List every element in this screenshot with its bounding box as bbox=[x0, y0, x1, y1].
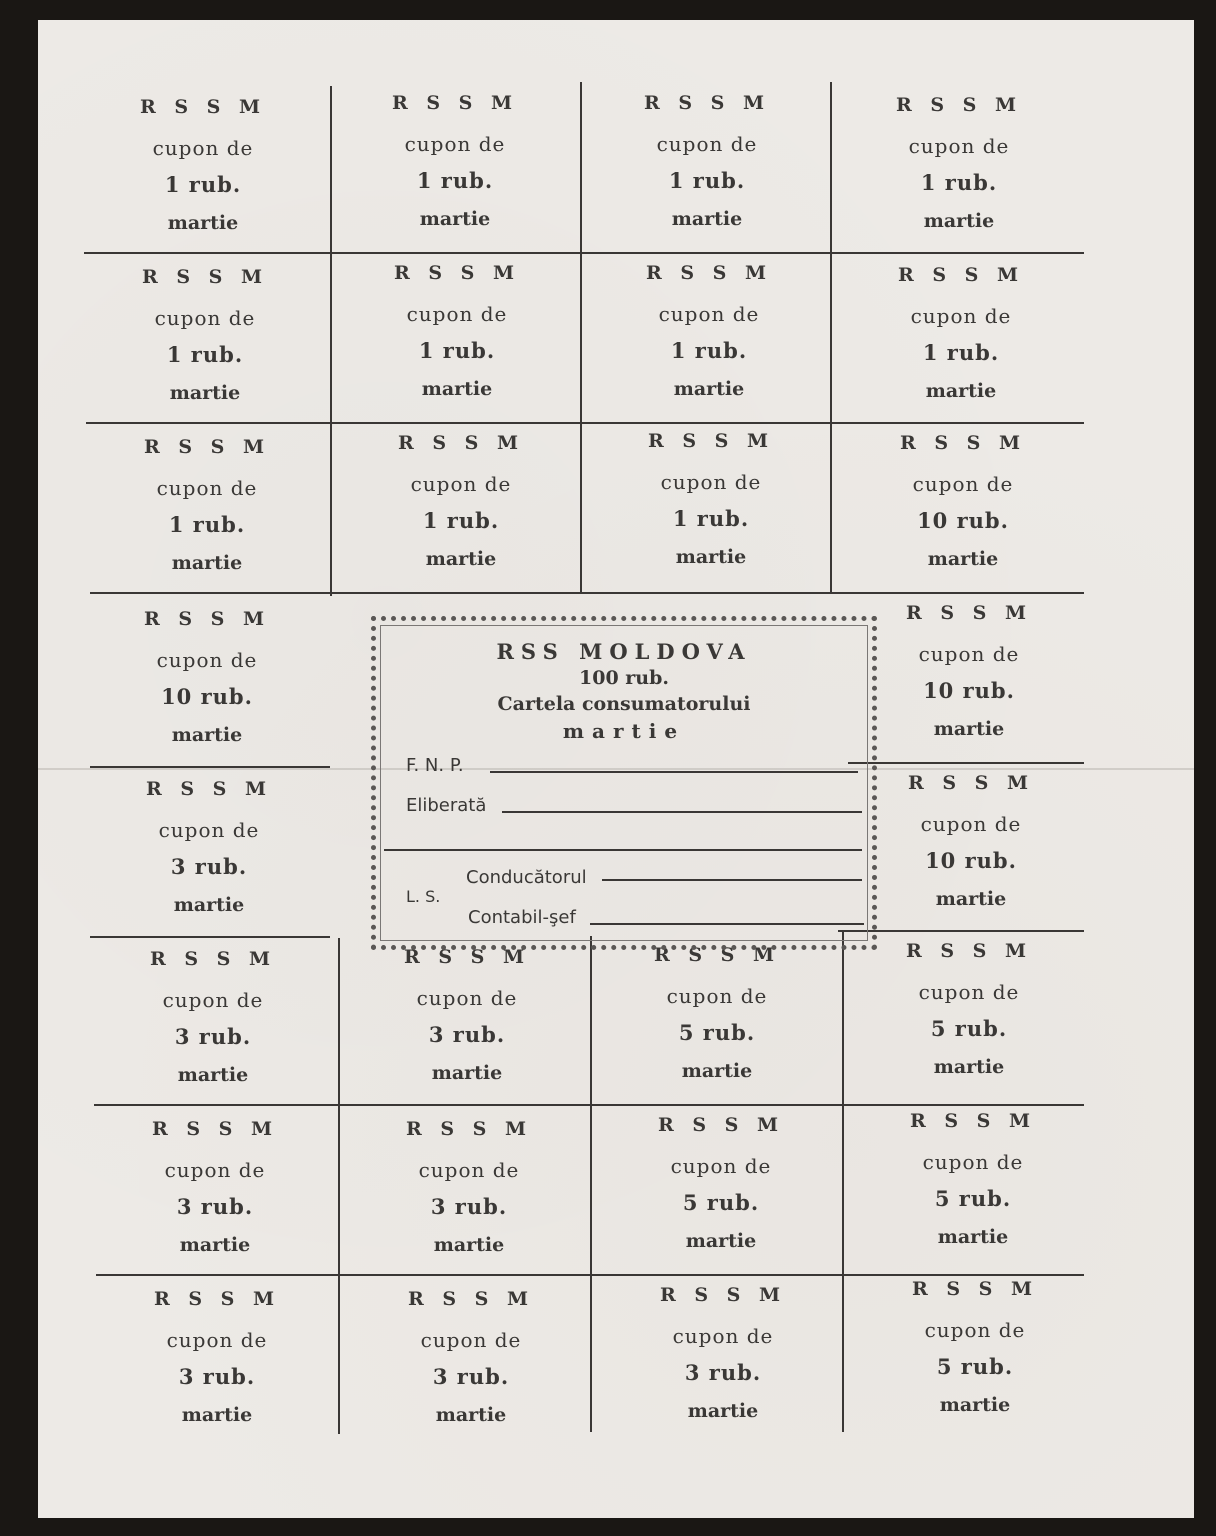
coupon-month: martie bbox=[181, 1404, 253, 1426]
coupon bbox=[586, 420, 836, 588]
coupon-label: cupon de bbox=[656, 132, 758, 156]
coupon-value: 3 rub. bbox=[174, 1024, 252, 1049]
coupon-value: 3 rub. bbox=[684, 1360, 762, 1385]
coupon-issuer: R S S M bbox=[391, 92, 519, 114]
coupon-label: cupon de bbox=[156, 648, 258, 672]
coupon-label: cupon de bbox=[166, 1328, 268, 1352]
coupon-label: cupon de bbox=[406, 302, 508, 326]
coupon-issuer: R S S M bbox=[895, 94, 1023, 116]
stamp-label: L. S. bbox=[406, 887, 441, 906]
coupon bbox=[344, 1108, 594, 1276]
coupon bbox=[596, 1104, 846, 1272]
coupon-label: cupon de bbox=[912, 472, 1014, 496]
coupon-issuer: R S S M bbox=[393, 262, 521, 284]
coupon-label: cupon de bbox=[162, 988, 264, 1012]
coupon-label: cupon de bbox=[672, 1324, 774, 1348]
coupon bbox=[838, 422, 1088, 590]
fnp-label: F. N. P. bbox=[406, 755, 464, 776]
coupon-month: martie bbox=[927, 548, 999, 570]
coupon-label: cupon de bbox=[418, 1158, 520, 1182]
coupon bbox=[80, 256, 330, 424]
accountant-line bbox=[590, 923, 864, 925]
coupon-issuer: R S S M bbox=[403, 946, 531, 968]
coupon bbox=[848, 1100, 1098, 1268]
coupon-issuer: R S S M bbox=[153, 1288, 281, 1310]
coupon-month: martie bbox=[173, 894, 245, 916]
coupon-month: martie bbox=[671, 208, 743, 230]
coupon-issuer: R S S M bbox=[905, 602, 1033, 624]
coupon-label: cupon de bbox=[918, 642, 1020, 666]
coupon bbox=[342, 936, 592, 1104]
coupon bbox=[584, 252, 834, 420]
coupon-label: cupon de bbox=[660, 470, 762, 494]
coupon-month: martie bbox=[675, 546, 747, 568]
coupon-label: cupon de bbox=[658, 302, 760, 326]
coupon-issuer: R S S M bbox=[405, 1118, 533, 1140]
coupon-month: martie bbox=[169, 382, 241, 404]
coupon-month: martie bbox=[167, 212, 239, 234]
coupon-value: 3 rub. bbox=[432, 1364, 510, 1389]
coupon-month: martie bbox=[433, 1234, 505, 1256]
coupon-value: 1 rub. bbox=[668, 168, 746, 193]
coupon bbox=[82, 426, 332, 594]
coupon-month: martie bbox=[673, 378, 745, 400]
coupon-issuer: R S S M bbox=[909, 1110, 1037, 1132]
coupon-value: 1 rub. bbox=[168, 512, 246, 537]
coupon-label: cupon de bbox=[922, 1150, 1024, 1174]
coupon-month: martie bbox=[681, 1060, 753, 1082]
coupon-issuer: R S S M bbox=[905, 940, 1033, 962]
accountant-label: Contabil-şef bbox=[468, 907, 576, 928]
coupon-month: martie bbox=[421, 378, 493, 400]
coupon bbox=[332, 252, 582, 420]
coupon-issuer: R S S M bbox=[151, 1118, 279, 1140]
coupon-month: martie bbox=[925, 380, 997, 402]
coupon-label: cupon de bbox=[404, 132, 506, 156]
coupon-issuer: R S S M bbox=[897, 264, 1025, 286]
coupon-month: martie bbox=[935, 888, 1007, 910]
coupon-label: cupon de bbox=[910, 304, 1012, 328]
coupon-issuer: R S S M bbox=[907, 772, 1035, 794]
coupon-issuer: R S S M bbox=[397, 432, 525, 454]
coupon-label: cupon de bbox=[908, 134, 1010, 158]
issued-line bbox=[502, 811, 862, 813]
coupon-value: 5 rub. bbox=[678, 1020, 756, 1045]
coupon-issuer: R S S M bbox=[145, 778, 273, 800]
coupon-issuer: R S S M bbox=[643, 92, 771, 114]
coupon-issuer: R S S M bbox=[645, 262, 773, 284]
coupon-label: cupon de bbox=[152, 136, 254, 160]
coupon bbox=[82, 598, 332, 766]
coupon bbox=[84, 768, 334, 936]
coupon-value: 3 rub. bbox=[178, 1364, 256, 1389]
coupon bbox=[88, 938, 338, 1106]
head-label: Conducătorul bbox=[466, 867, 587, 888]
coupon-value: 10 rub. bbox=[925, 848, 1017, 873]
coupon bbox=[78, 86, 328, 254]
ration-card-sheet bbox=[38, 20, 1194, 1518]
coupon-issuer: R S S M bbox=[657, 1114, 785, 1136]
coupon-value: 10 rub. bbox=[161, 684, 253, 709]
coupon-month: martie bbox=[923, 210, 995, 232]
coupon-value: 3 rub. bbox=[430, 1194, 508, 1219]
coupon-month: martie bbox=[177, 1064, 249, 1086]
coupon-value: 5 rub. bbox=[682, 1190, 760, 1215]
coupon-month: martie bbox=[431, 1062, 503, 1084]
coupon-issuer: R S S M bbox=[647, 430, 775, 452]
coupon-value: 1 rub. bbox=[416, 168, 494, 193]
coupon bbox=[336, 422, 586, 590]
coupon-label: cupon de bbox=[156, 476, 258, 500]
card-value: 100 rub. bbox=[579, 667, 669, 689]
coupon-value: 1 rub. bbox=[670, 338, 748, 363]
coupon-issuer: R S S M bbox=[149, 948, 277, 970]
coupon-month: martie bbox=[685, 1230, 757, 1252]
issued-label: Eliberată bbox=[406, 795, 487, 816]
coupon bbox=[834, 84, 1084, 252]
coupon-month: martie bbox=[425, 548, 497, 570]
coupon-value: 5 rub. bbox=[934, 1186, 1012, 1211]
coupon-value: 10 rub. bbox=[923, 678, 1015, 703]
coupon-month: martie bbox=[933, 1056, 1005, 1078]
coupon-month: martie bbox=[419, 208, 491, 230]
consumer-card-panel bbox=[371, 616, 877, 950]
fnp-line bbox=[490, 771, 858, 773]
coupon bbox=[346, 1278, 596, 1446]
coupon-value: 1 rub. bbox=[418, 338, 496, 363]
coupon bbox=[836, 254, 1086, 422]
coupon-label: cupon de bbox=[670, 1154, 772, 1178]
coupon-issuer: R S S M bbox=[141, 266, 269, 288]
blank-line bbox=[384, 849, 862, 851]
head-line bbox=[602, 879, 862, 881]
coupon bbox=[592, 934, 842, 1102]
coupon bbox=[598, 1274, 848, 1442]
coupon-label: cupon de bbox=[158, 818, 260, 842]
coupon bbox=[582, 82, 832, 250]
coupon bbox=[92, 1278, 342, 1446]
coupon-issuer: R S S M bbox=[659, 1284, 787, 1306]
card-title: RSS MOLDOVA bbox=[496, 639, 752, 664]
coupon-value: 1 rub. bbox=[922, 340, 1000, 365]
coupon-value: 3 rub. bbox=[428, 1022, 506, 1047]
coupon bbox=[844, 930, 1094, 1098]
coupon-value: 5 rub. bbox=[930, 1016, 1008, 1041]
coupon-issuer: R S S M bbox=[143, 436, 271, 458]
coupon-value: 10 rub. bbox=[917, 508, 1009, 533]
coupon-month: martie bbox=[171, 552, 243, 574]
coupon-issuer: R S S M bbox=[653, 944, 781, 966]
coupon bbox=[844, 592, 1094, 760]
coupon-value: 1 rub. bbox=[164, 172, 242, 197]
coupon-label: cupon de bbox=[154, 306, 256, 330]
coupon-value: 1 rub. bbox=[672, 506, 750, 531]
card-month: martie bbox=[562, 719, 686, 743]
coupon-month: martie bbox=[937, 1226, 1009, 1248]
coupon-issuer: R S S M bbox=[139, 96, 267, 118]
coupon-label: cupon de bbox=[420, 1328, 522, 1352]
coupon-value: 1 rub. bbox=[166, 342, 244, 367]
card-name: Cartela consumatorului bbox=[497, 693, 751, 715]
coupon-label: cupon de bbox=[416, 986, 518, 1010]
coupon-label: cupon de bbox=[164, 1158, 266, 1182]
coupon-value: 3 rub. bbox=[176, 1194, 254, 1219]
coupon-label: cupon de bbox=[666, 984, 768, 1008]
coupon-issuer: R S S M bbox=[143, 608, 271, 630]
coupon bbox=[330, 82, 580, 250]
coupon-value: 1 rub. bbox=[920, 170, 998, 195]
coupon-issuer: R S S M bbox=[899, 432, 1027, 454]
coupon-value: 1 rub. bbox=[422, 508, 500, 533]
coupon-month: martie bbox=[687, 1400, 759, 1422]
coupon-label: cupon de bbox=[918, 980, 1020, 1004]
coupon-month: martie bbox=[171, 724, 243, 746]
coupon-issuer: R S S M bbox=[911, 1278, 1039, 1300]
coupon bbox=[850, 1268, 1100, 1436]
coupon-label: cupon de bbox=[924, 1318, 1026, 1342]
coupon-value: 5 rub. bbox=[936, 1354, 1014, 1379]
coupon-month: martie bbox=[939, 1394, 1011, 1416]
coupon-value: 3 rub. bbox=[170, 854, 248, 879]
coupon-issuer: R S S M bbox=[407, 1288, 535, 1310]
coupon bbox=[90, 1108, 340, 1276]
coupon-label: cupon de bbox=[920, 812, 1022, 836]
coupon-month: martie bbox=[435, 1404, 507, 1426]
coupon-month: martie bbox=[179, 1234, 251, 1256]
coupon bbox=[846, 762, 1096, 930]
coupon-month: martie bbox=[933, 718, 1005, 740]
coupon-label: cupon de bbox=[410, 472, 512, 496]
